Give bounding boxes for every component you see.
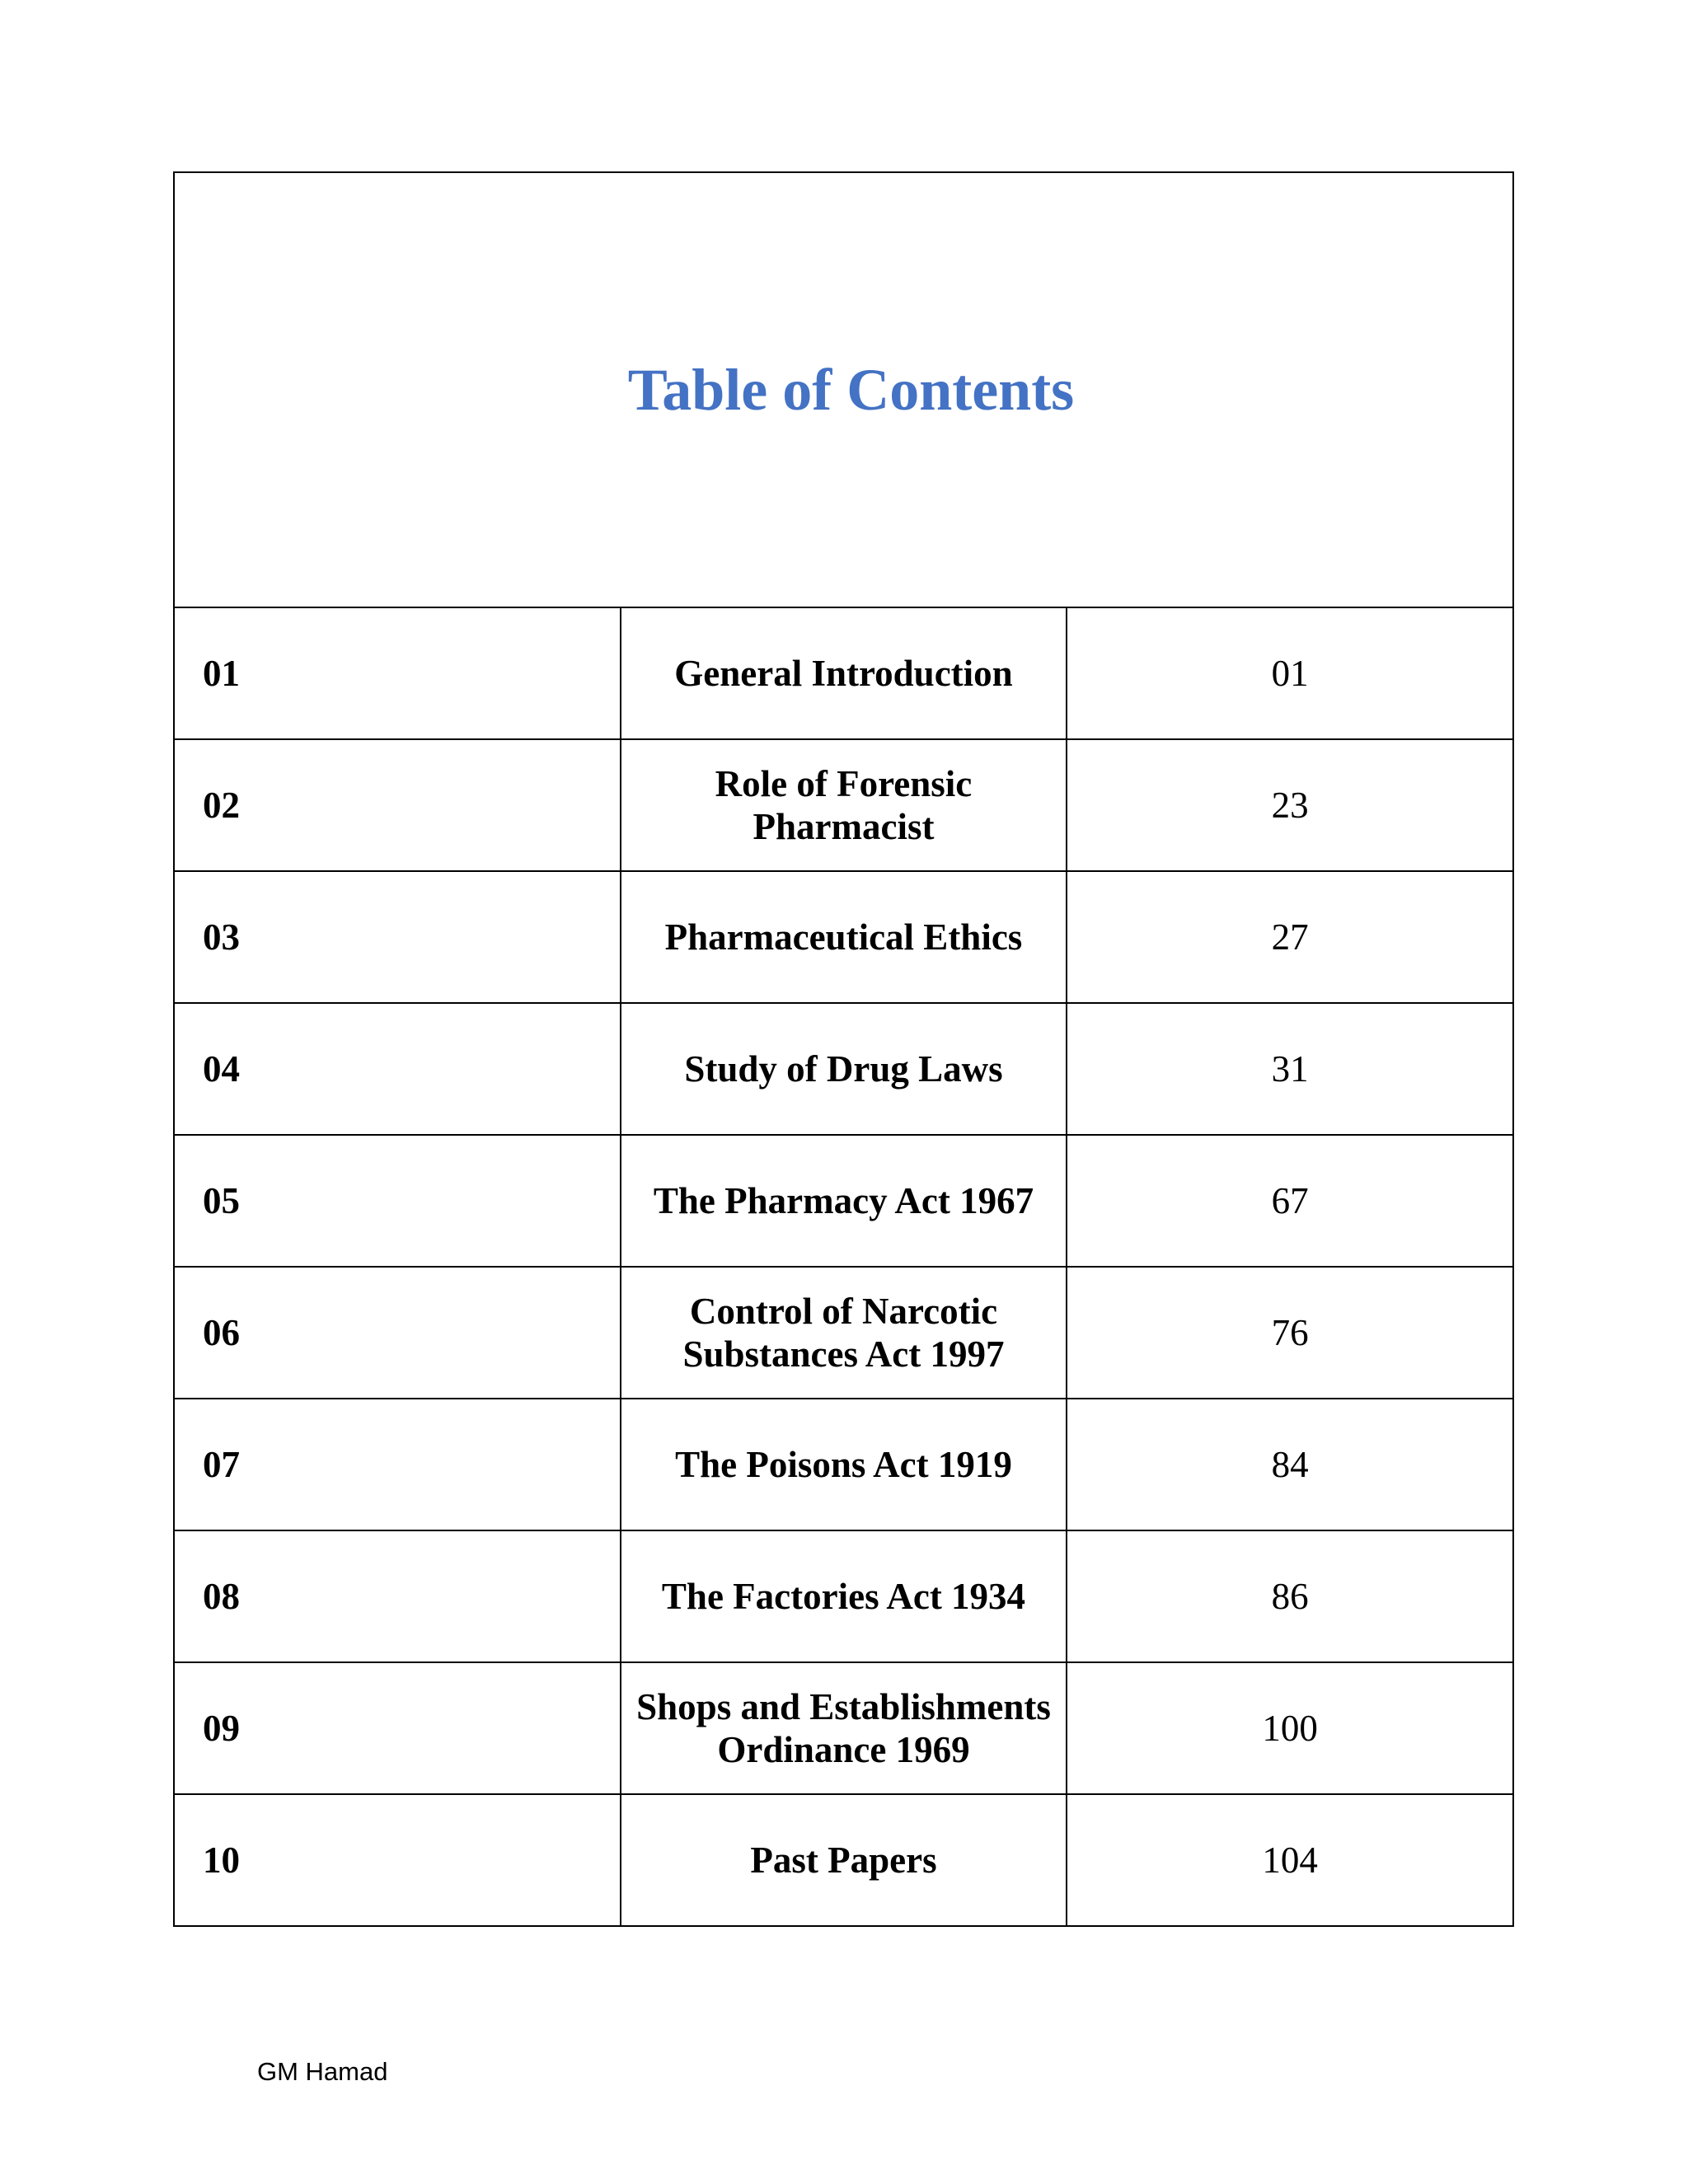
chapter-number: 03 (174, 871, 621, 1003)
footer-author: GM Hamad (257, 2057, 388, 2086)
page-number: 31 (1067, 1003, 1513, 1135)
chapter-number: 05 (174, 1135, 621, 1267)
page-number: 86 (1067, 1530, 1513, 1662)
page-number: 100 (1067, 1662, 1513, 1794)
table-row (174, 739, 1513, 871)
table-row (174, 1662, 1513, 1794)
page-number: 01 (1067, 607, 1513, 739)
page-number: 84 (1067, 1399, 1513, 1530)
chapter-title: Past Papers (621, 1794, 1067, 1926)
chapter-title: Role of Forensic Pharmacist (621, 739, 1067, 871)
chapter-title: Pharmaceutical Ethics (621, 871, 1067, 1003)
chapter-title: Shops and Establishments Ordinance 1969 (621, 1662, 1067, 1794)
page-number: 23 (1067, 739, 1513, 871)
table-of-contents (173, 171, 1514, 1927)
page-number: 76 (1067, 1267, 1513, 1399)
table-row (174, 1794, 1513, 1926)
page-title: Table of Contents (627, 356, 1075, 423)
chapter-number: 07 (174, 1399, 621, 1530)
title-cell (174, 172, 1513, 607)
title-row (174, 172, 1513, 607)
chapter-number: 08 (174, 1530, 621, 1662)
table-row (174, 1267, 1513, 1399)
chapter-number: 10 (174, 1794, 621, 1926)
table-row (174, 1530, 1513, 1662)
chapter-title: Study of Drug Laws (621, 1003, 1067, 1135)
chapter-title: Control of Narcotic Substances Act 1997 (621, 1267, 1067, 1399)
chapter-number: 02 (174, 739, 621, 871)
chapter-title: The Pharmacy Act 1967 (621, 1135, 1067, 1267)
chapter-number: 04 (174, 1003, 621, 1135)
page-number: 27 (1067, 871, 1513, 1003)
chapter-number: 09 (174, 1662, 621, 1794)
chapter-title: The Factories Act 1934 (621, 1530, 1067, 1662)
table-row (174, 1003, 1513, 1135)
chapter-number: 01 (174, 607, 621, 739)
table-row (174, 607, 1513, 739)
chapter-title: General Introduction (621, 607, 1067, 739)
chapter-number: 06 (174, 1267, 621, 1399)
chapter-title: The Poisons Act 1919 (621, 1399, 1067, 1530)
table-row (174, 1135, 1513, 1267)
page-number: 67 (1067, 1135, 1513, 1267)
table-row (174, 871, 1513, 1003)
page-number: 104 (1067, 1794, 1513, 1926)
table-row (174, 1399, 1513, 1530)
